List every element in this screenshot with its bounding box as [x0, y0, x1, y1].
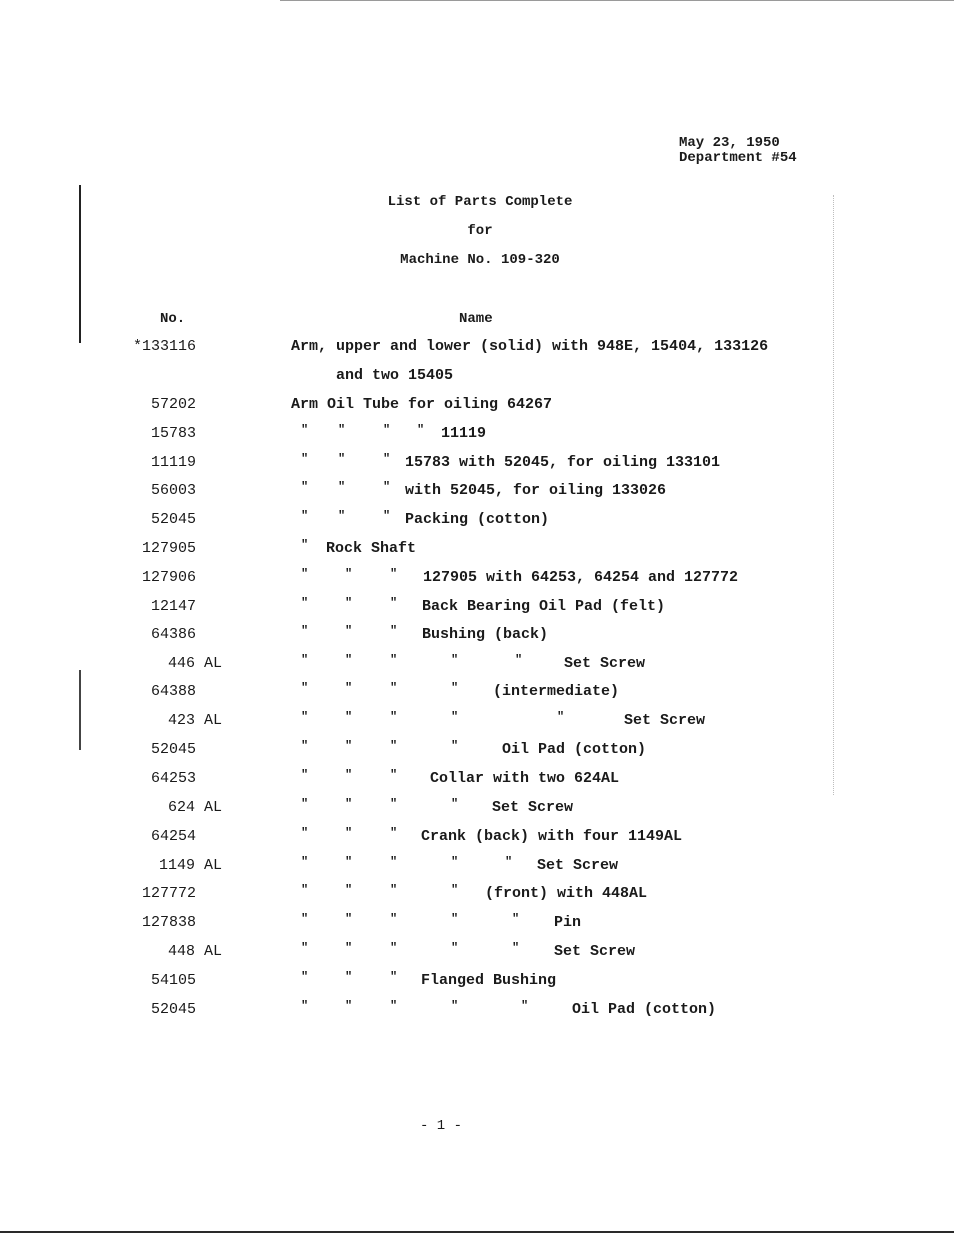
ditto-mark: " — [390, 855, 398, 869]
ditto-mark: " — [383, 480, 391, 494]
ditto-mark: " — [301, 423, 309, 437]
ditto-mark: " — [451, 999, 459, 1013]
ditto-mark: " — [390, 797, 398, 811]
ditto-mark: " — [451, 710, 459, 724]
ditto-mark: " — [345, 797, 353, 811]
ditto-mark: " — [345, 970, 353, 984]
part-number: 64253 — [150, 770, 196, 787]
part-name: Set Screw — [537, 857, 619, 874]
ditto-mark: " — [301, 538, 309, 552]
ditto-mark: " — [383, 452, 391, 466]
ditto-mark: " — [417, 423, 425, 437]
ditto-mark: " — [345, 912, 353, 926]
ditto-mark: " — [345, 596, 353, 610]
part-number: 127838 — [141, 914, 196, 931]
part-name: (intermediate) — [493, 683, 620, 700]
part-number: 56003 — [150, 482, 196, 499]
part-name: Set Screw — [554, 943, 636, 960]
part-number: 12147 — [150, 598, 196, 615]
part-number: 127772 — [141, 885, 196, 902]
document-title-for: for — [467, 223, 493, 239]
ditto-mark: " — [301, 452, 309, 466]
ditto-mark: " — [338, 480, 346, 494]
ditto-mark: " — [345, 681, 353, 695]
ditto-mark: " — [390, 681, 398, 695]
ditto-mark: " — [345, 624, 353, 638]
ditto-mark: " — [390, 970, 398, 984]
ditto-mark: " — [451, 797, 459, 811]
part-name: Oil Pad (cotton) — [572, 1001, 717, 1018]
ditto-mark: " — [390, 710, 398, 724]
ditto-mark: " — [345, 999, 353, 1013]
ditto-mark: " — [451, 912, 459, 926]
ditto-mark: " — [301, 710, 309, 724]
part-number: 127906 — [141, 569, 196, 586]
column-header-no: No. — [160, 311, 186, 327]
part-number: *133116 — [132, 338, 196, 355]
ditto-mark: " — [451, 681, 459, 695]
ditto-mark: " — [301, 596, 309, 610]
part-name: (front) with 448AL — [485, 885, 648, 902]
ditto-mark: " — [390, 941, 398, 955]
ditto-mark: " — [512, 912, 520, 926]
ditto-mark: " — [301, 855, 309, 869]
page-number: - 1 - — [420, 1118, 463, 1134]
ditto-mark: " — [345, 826, 353, 840]
part-number: 64388 — [150, 683, 196, 700]
part-name: Packing (cotton) — [405, 511, 550, 528]
part-number: 446 AL — [167, 655, 222, 672]
part-number: 54105 — [150, 972, 196, 989]
part-name: Crank (back) with four 1149AL — [421, 828, 683, 845]
ditto-mark: " — [301, 480, 309, 494]
ditto-mark: " — [521, 999, 529, 1013]
ditto-mark: " — [451, 941, 459, 955]
ditto-mark: " — [338, 423, 346, 437]
ditto-mark: " — [390, 624, 398, 638]
ditto-mark: " — [390, 883, 398, 897]
part-name: Back Bearing Oil Pad (felt) — [422, 598, 666, 615]
ditto-mark: " — [390, 596, 398, 610]
ditto-mark: " — [390, 999, 398, 1013]
part-number: 11119 — [150, 454, 196, 471]
part-name: Set Screw — [624, 712, 706, 729]
ditto-mark: " — [338, 509, 346, 523]
ditto-mark: " — [390, 653, 398, 667]
top-scan-edge — [280, 0, 954, 1]
ditto-mark: " — [301, 739, 309, 753]
ditto-mark: " — [301, 797, 309, 811]
part-number: 64386 — [150, 626, 196, 643]
part-name: Collar with two 624AL — [430, 770, 620, 787]
column-header-name: Name — [459, 311, 493, 327]
ditto-mark: " — [451, 883, 459, 897]
ditto-mark: " — [301, 509, 309, 523]
part-number: 52045 — [150, 1001, 196, 1018]
ditto-mark: " — [301, 970, 309, 984]
part-name: Pin — [554, 914, 582, 931]
part-number: 64254 — [150, 828, 196, 845]
machine-number-title: Machine No. 109-320 — [400, 252, 560, 268]
ditto-mark: " — [390, 826, 398, 840]
ditto-mark: " — [345, 941, 353, 955]
ditto-mark: " — [301, 826, 309, 840]
part-name: 127905 with 64253, 64254 and 127772 — [423, 569, 739, 586]
part-name: Oil Pad (cotton) — [502, 741, 647, 758]
part-name: Bushing (back) — [422, 626, 549, 643]
part-name: with 52045, for oiling 133026 — [405, 482, 667, 499]
document-date: May 23, 1950 — [679, 135, 780, 151]
ditto-mark: " — [390, 567, 398, 581]
part-name: Flanged Bushing — [421, 972, 557, 989]
part-name: Arm Oil Tube for oiling 64267 — [291, 396, 553, 413]
part-number: 127905 — [141, 540, 196, 557]
ditto-mark: " — [451, 653, 459, 667]
ditto-mark: " — [301, 768, 309, 782]
ditto-mark: " — [301, 999, 309, 1013]
margin-binding-line-lower — [79, 670, 81, 750]
part-number: 423 AL — [167, 712, 222, 729]
ditto-mark: " — [345, 710, 353, 724]
ditto-mark: " — [345, 883, 353, 897]
ditto-mark: " — [383, 509, 391, 523]
part-name: Set Screw — [564, 655, 646, 672]
ditto-mark: " — [557, 710, 565, 724]
ditto-mark: " — [301, 912, 309, 926]
ditto-mark: " — [345, 567, 353, 581]
part-number: 52045 — [150, 511, 196, 528]
ditto-mark: " — [301, 653, 309, 667]
ditto-mark: " — [301, 681, 309, 695]
ditto-mark: " — [383, 423, 391, 437]
ditto-mark: " — [301, 883, 309, 897]
part-number: 15783 — [150, 425, 196, 442]
ditto-mark: " — [505, 855, 513, 869]
ditto-mark: " — [512, 941, 520, 955]
ditto-mark: " — [451, 739, 459, 753]
ditto-mark: " — [515, 653, 523, 667]
ditto-mark: " — [301, 941, 309, 955]
ditto-mark: " — [390, 739, 398, 753]
ditto-mark: " — [451, 855, 459, 869]
ditto-mark: " — [345, 653, 353, 667]
part-number: 57202 — [150, 396, 196, 413]
ditto-mark: " — [301, 567, 309, 581]
document-title: List of Parts Complete — [387, 194, 573, 210]
ditto-mark: " — [301, 624, 309, 638]
ditto-mark: " — [345, 739, 353, 753]
part-name: Arm, upper and lower (solid) with 948E, 15404, 133126 — [291, 338, 769, 355]
part-name: and two 15405 — [336, 367, 454, 384]
part-name: 11119 — [441, 425, 487, 442]
bottom-scan-edge — [0, 1231, 954, 1233]
part-name: 15783 with 52045, for oiling 133101 — [405, 454, 721, 471]
part-number: 52045 — [150, 741, 196, 758]
ditto-mark: " — [390, 912, 398, 926]
part-number: 448 AL — [167, 943, 222, 960]
part-name: Rock Shaft — [326, 540, 417, 557]
ditto-mark: " — [345, 855, 353, 869]
ditto-mark: " — [338, 452, 346, 466]
ditto-mark: " — [345, 768, 353, 782]
department-label: Department #54 — [679, 150, 797, 166]
part-name: Set Screw — [492, 799, 574, 816]
right-scan-artifact — [833, 195, 835, 795]
document-date-block — [679, 136, 797, 166]
part-number: 624 AL — [167, 799, 222, 816]
part-number: 1149 AL — [158, 857, 222, 874]
ditto-mark: " — [390, 768, 398, 782]
